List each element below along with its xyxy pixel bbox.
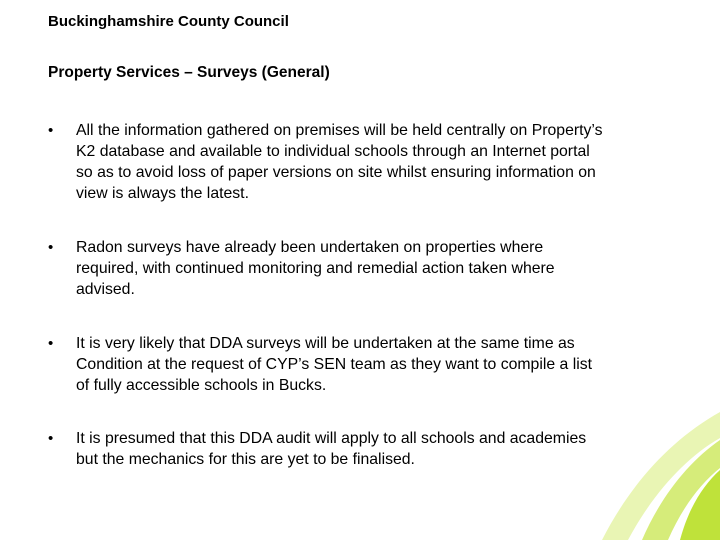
- bullet-line: All the information gathered on premises will be held centrally on Property’s: [76, 122, 603, 139]
- bullet-line: Condition at the request of CYP’s SEN team as they want to compile a list: [76, 356, 592, 373]
- bullet-line: view is always the latest.: [76, 185, 249, 202]
- bullet-line: It is very likely that DDA surveys will be undertaken at the same time as: [76, 335, 575, 352]
- bullet-line: required, with continued monitoring and remedial action taken where: [76, 260, 555, 277]
- bullet-marker: •: [48, 335, 54, 352]
- page-title: Property Services – Surveys (General): [48, 64, 330, 81]
- bullet-line: advised.: [76, 281, 135, 298]
- green-swoosh-decoration: [540, 400, 720, 540]
- bullet-text: [76, 428, 586, 470]
- bullet-line: but the mechanics for this are yet to be finalised.: [76, 451, 415, 468]
- bullet-line: so as to avoid loss of paper versions on site whilst ensuring information on: [76, 164, 596, 181]
- bullet-line: It is presumed that this DDA audit will apply to all schools and academies: [76, 430, 587, 447]
- bullet-text: [76, 237, 555, 300]
- bullet-line: Radon surveys have already been undertaken on properties where: [76, 239, 544, 256]
- bullet-item: [48, 120, 668, 204]
- bullet-line: of fully accessible schools in Bucks.: [76, 377, 327, 394]
- bullet-text: [76, 333, 592, 396]
- bullet-item: [48, 237, 668, 300]
- bullet-item: [48, 333, 668, 396]
- organisation-name: Buckinghamshire County Council: [48, 13, 289, 30]
- bullet-line: K2 database and available to individual schools through an Internet portal: [76, 143, 590, 160]
- bullet-marker: •: [48, 430, 54, 447]
- bullet-marker: •: [48, 122, 54, 139]
- bullet-marker: •: [48, 239, 54, 256]
- bullet-text: [76, 120, 603, 204]
